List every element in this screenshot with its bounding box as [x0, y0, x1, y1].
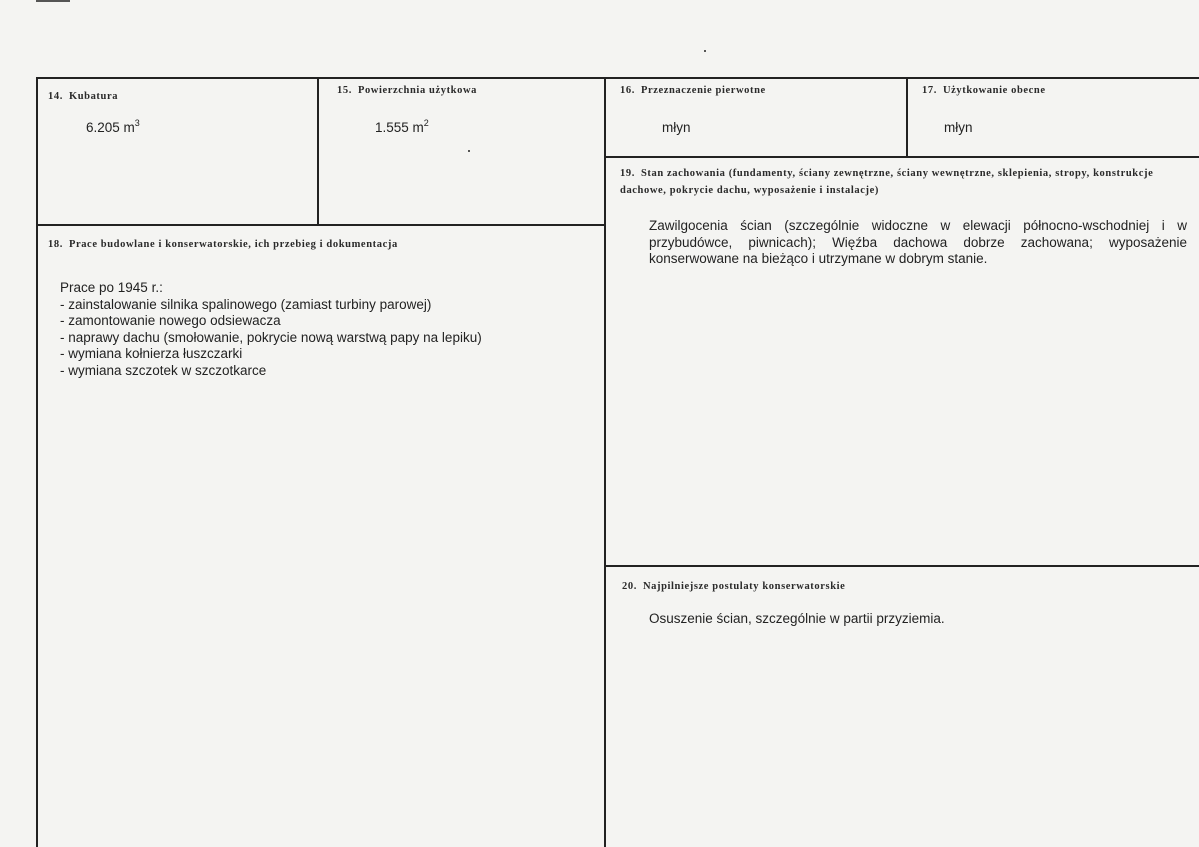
field-18-content: [60, 280, 600, 379]
left-border-line: [36, 77, 38, 847]
scan-mark: [36, 0, 70, 2]
field-20-label-text: Najpilniejsze postulaty konserwatorskie: [642, 581, 846, 592]
field-15-number: 15.: [337, 85, 352, 96]
row-divider-14-18: [36, 224, 606, 226]
row-divider-16-19: [604, 156, 1199, 158]
field-18-heading: Prace po 1945 r.:: [60, 280, 163, 295]
field-14-label-text: Kubatura: [68, 91, 119, 102]
field-15-unit-exponent: 2: [423, 118, 429, 128]
row-divider-19-20: [604, 565, 1199, 567]
divider-16-17: [906, 77, 908, 157]
field-18-item: - wymiana szczotek w szczotkarce: [60, 362, 267, 378]
field-18-item: - zainstalowanie silnika spalinowego (zamiast turbiny parowej): [60, 296, 432, 312]
field-17-label: [922, 85, 1046, 96]
top-border-line: [36, 77, 1199, 79]
field-17-value: młyn: [944, 120, 973, 135]
field-19-text: Zawilgocenia ścian (szczególnie widoczne w elewacji północno-wschodniej i w przybudówce, piwnicach); Więźba dachowa dobrze zachowana; wyposażenie konserwowane na bieżąco i utrzymane w dobrym stanie.: [649, 218, 1187, 266]
scan-mark: [704, 50, 706, 52]
field-17-number: 17.: [922, 85, 937, 96]
divider-left-right: [604, 77, 606, 847]
field-18-label-text: Prace budowlane i konserwatorskie, ich przebieg i dokumentacja: [68, 239, 398, 250]
field-20-label: [622, 581, 845, 592]
field-15-label: [337, 85, 477, 96]
field-19-number: 19.: [620, 168, 635, 179]
field-15-value-text: 1.555 m: [375, 120, 424, 135]
field-14-number: 14.: [48, 91, 63, 102]
field-19-label: [620, 165, 1180, 199]
field-16-label-text: Przeznaczenie pierwotne: [640, 85, 766, 96]
field-18-item: - naprawy dachu (smołowanie, pokrycie nową warstwą papy na lepiku): [60, 329, 482, 345]
field-19-label-text: Stan zachowania (fundamenty, ściany zewnętrzne, ściany wewnętrzne, sklepienia, stropy, konstrukcje dachowe, pokrycie dachu, wyposażenie i instalacje): [620, 168, 1154, 196]
field-14-value: [86, 118, 140, 135]
field-16-value: młyn: [662, 120, 691, 135]
field-20-number: 20.: [622, 581, 637, 592]
field-18-label: [48, 239, 398, 250]
field-14-unit-exponent: 3: [134, 118, 140, 128]
scan-mark: [468, 150, 470, 152]
field-15-label-text: Powierzchnia użytkowa: [357, 85, 477, 96]
field-14-label: [48, 91, 118, 102]
field-18-item: - wymiana kołnierza łuszczarki: [60, 346, 243, 361]
field-18-number: 18.: [48, 239, 63, 250]
divider-14-15: [317, 77, 319, 225]
field-15-value: [375, 118, 429, 135]
field-20-text: Osuszenie ścian, szczególnie w partii przyziemia.: [649, 611, 945, 626]
field-16-number: 16.: [620, 85, 635, 96]
field-14-value-text: 6.205 m: [86, 120, 135, 135]
field-17-label-text: Użytkowanie obecne: [942, 85, 1046, 96]
field-16-label: [620, 85, 766, 96]
field-18-item: - zamontowanie nowego odsiewacza: [60, 313, 281, 328]
